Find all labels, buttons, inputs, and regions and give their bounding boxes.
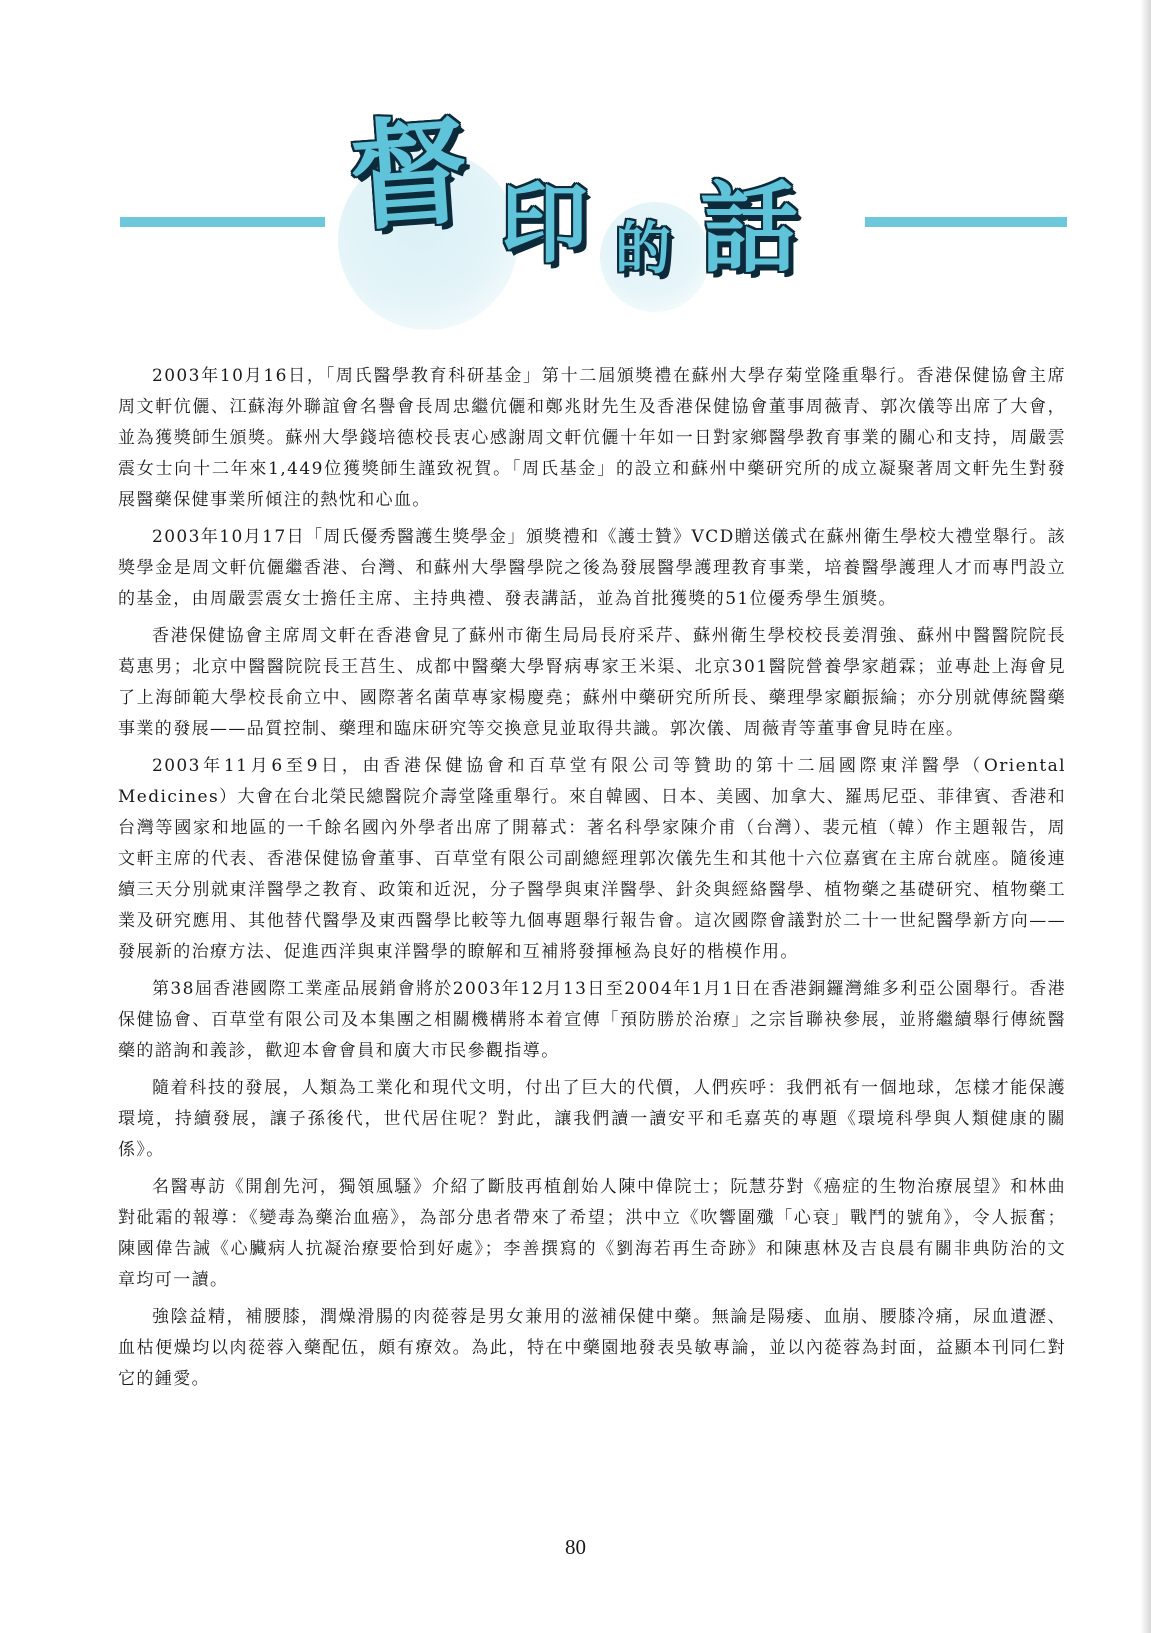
page-edge-shadow [1140,0,1151,1633]
title-char-2: 印 [500,172,589,275]
paragraph-6: 隨着科技的發展，人類為工業化和現代文明，付出了巨大的代價，人們疾呼：我們祇有一個地球，怎樣才能保護環境，持續發展，讓子孫後代，世代居住呢？對此，讓我們讀一讀安平和毛嘉英的專題《環境科學與人類健康的關係》。 [118,1078,1066,1160]
header-bar-left [120,217,325,227]
paragraph-5: 第38屆香港國際工業產品展銷會將於2003年12月13日至2004年1月1日在香港銅鑼灣維多利亞公園舉行。香港保健協會、百草堂有限公司及本集團之相關機構將本着宣傳「預防勝於治療」之宗旨聯袂參展，並將繼續舉行傳統醫藥的諮詢和義診，歡迎本會會員和廣大市民參觀指導。 [118,979,1066,1061]
paragraph-4: 2003年11月6至9日，由香港保健協會和百草堂有限公司等贊助的第十二屆國際東洋醫學（Oriental Medicines）大會在台北榮民總醫院介壽堂隆重舉行。來自韓國、日本、美國、加拿大、羅馬尼亞、菲律賓、香港和台灣等國家和地區的一千餘名國內外學者出席了開幕式：著名科學家陳介甫（台灣）、裴元植（韓）作主題報告，周文軒主席的代表、香港保健協會董事、百草堂有限公司副總經理郭次儀先生和其他十六位嘉賓在主席台就座。隨後連續三天分別就東洋醫學之教育、政策和近況，分子醫學與東洋醫學、針灸與經絡醫學、植物藥之基礎研究、植物藥工業及研究應用、其他替代醫學及東西醫學比較等九個專題舉行報告會。這次國際會議對於二十一世紀醫學新方向——發展新的治療方法、促進西洋與東洋醫學的瞭解和互補將發揮極為良好的楷模作用。 [118,756,1066,962]
paragraph-8: 強陰益精，補腰膝，潤燥滑腸的肉蓯蓉是男女兼用的滋補保健中藥。無論是陽痿、血崩、腰膝冷痛，尿血遺瀝、血枯便燥均以肉蓯蓉入藥配伍，頗有療效。為此，特在中藥園地發表吳敏專論，並以內蓯蓉為封面，益顯本刊同仁對它的鍾愛。 [118,1307,1066,1389]
title-char-3: 的 [615,217,671,282]
paragraph-2: 2003年10月17日「周氏優秀醫護生獎學金」頒獎禮和《護士贊》VCD贈送儀式在蘇州衛生學校大禮堂舉行。該獎學金是周文軒伉儷繼香港、台灣、和蘇州大學醫學院之後為發展醫學護理教育事業，培養醫學護理人才而專門設立的基金，由周嚴雲震女士擔任主席、主持典禮、發表講話，並為首批獲獎的51位優秀學生頒獎。 [118,527,1066,609]
paragraph-7: 名醫專訪《開創先河，獨領風騷》介紹了斷肢再植創始人陳中偉院士；阮慧芬對《癌症的生物治療展望》和林曲對砒霜的報導：《變毒為藥治血癌》，為部分患者帶來了希望；洪中立《吹響圍殲「心衰」戰鬥的號角》，令人振奮；陳國偉告誡《心臟病人抗凝治療要恰到好處》；李善撰寫的《劉海若再生奇跡》和陳惠林及吉良晨有關非典防治的文章均可一讀。 [118,1177,1066,1290]
title-char-4: 話 [700,172,799,286]
header-bar-right [865,217,1067,227]
paragraph-3: 香港保健協會主席周文軒在香港會見了蘇州市衛生局局長府采芹、蘇州衛生學校校長姜渭強、蘇州中醫醫院院長葛惠男；北京中醫醫院院長王莒生、成都中醫藥大學腎病專家王米渠、北京301醫院營養學家趙霖；並專赴上海會見了上海師範大學校長俞立中、國際著名菌草專家楊慶堯；蘇州中藥研究所所長、藥理學家顧振綸；亦分別就傳統醫藥事業的發展——品質控制、藥理和臨床研究等交換意見並取得共識。郭次儀、周薇青等董事會見時在座。 [118,626,1066,739]
article-body [118,361,1066,1401]
paragraph-1: 2003年10月16日，「周氏醫學教育科研基金」第十二屆頒獎禮在蘇州大學存菊堂隆重舉行。香港保健協會主席周文軒伉儷、江蘇海外聯誼會名譽會長周忠繼伉儷和鄭兆財先生及香港保健協會董事周薇青、郭次儀等出席了大會，並為獲獎師生頒獎。蘇州大學錢培德校長衷心感謝周文軒伉儷十年如一日對家鄉醫學教育事業的關心和支持，周嚴雲震女士向十二年來1,449位獲獎師生謹致祝賀。「周氏基金」的設立和蘇州中藥研究所的成立凝聚著周文軒先生對發展醫藥保健事業所傾注的熱忱和心血。 [118,366,1066,510]
title-char-1: 督 [345,101,473,247]
page-header [0,101,1151,310]
page-number: 80 [565,1535,586,1559]
